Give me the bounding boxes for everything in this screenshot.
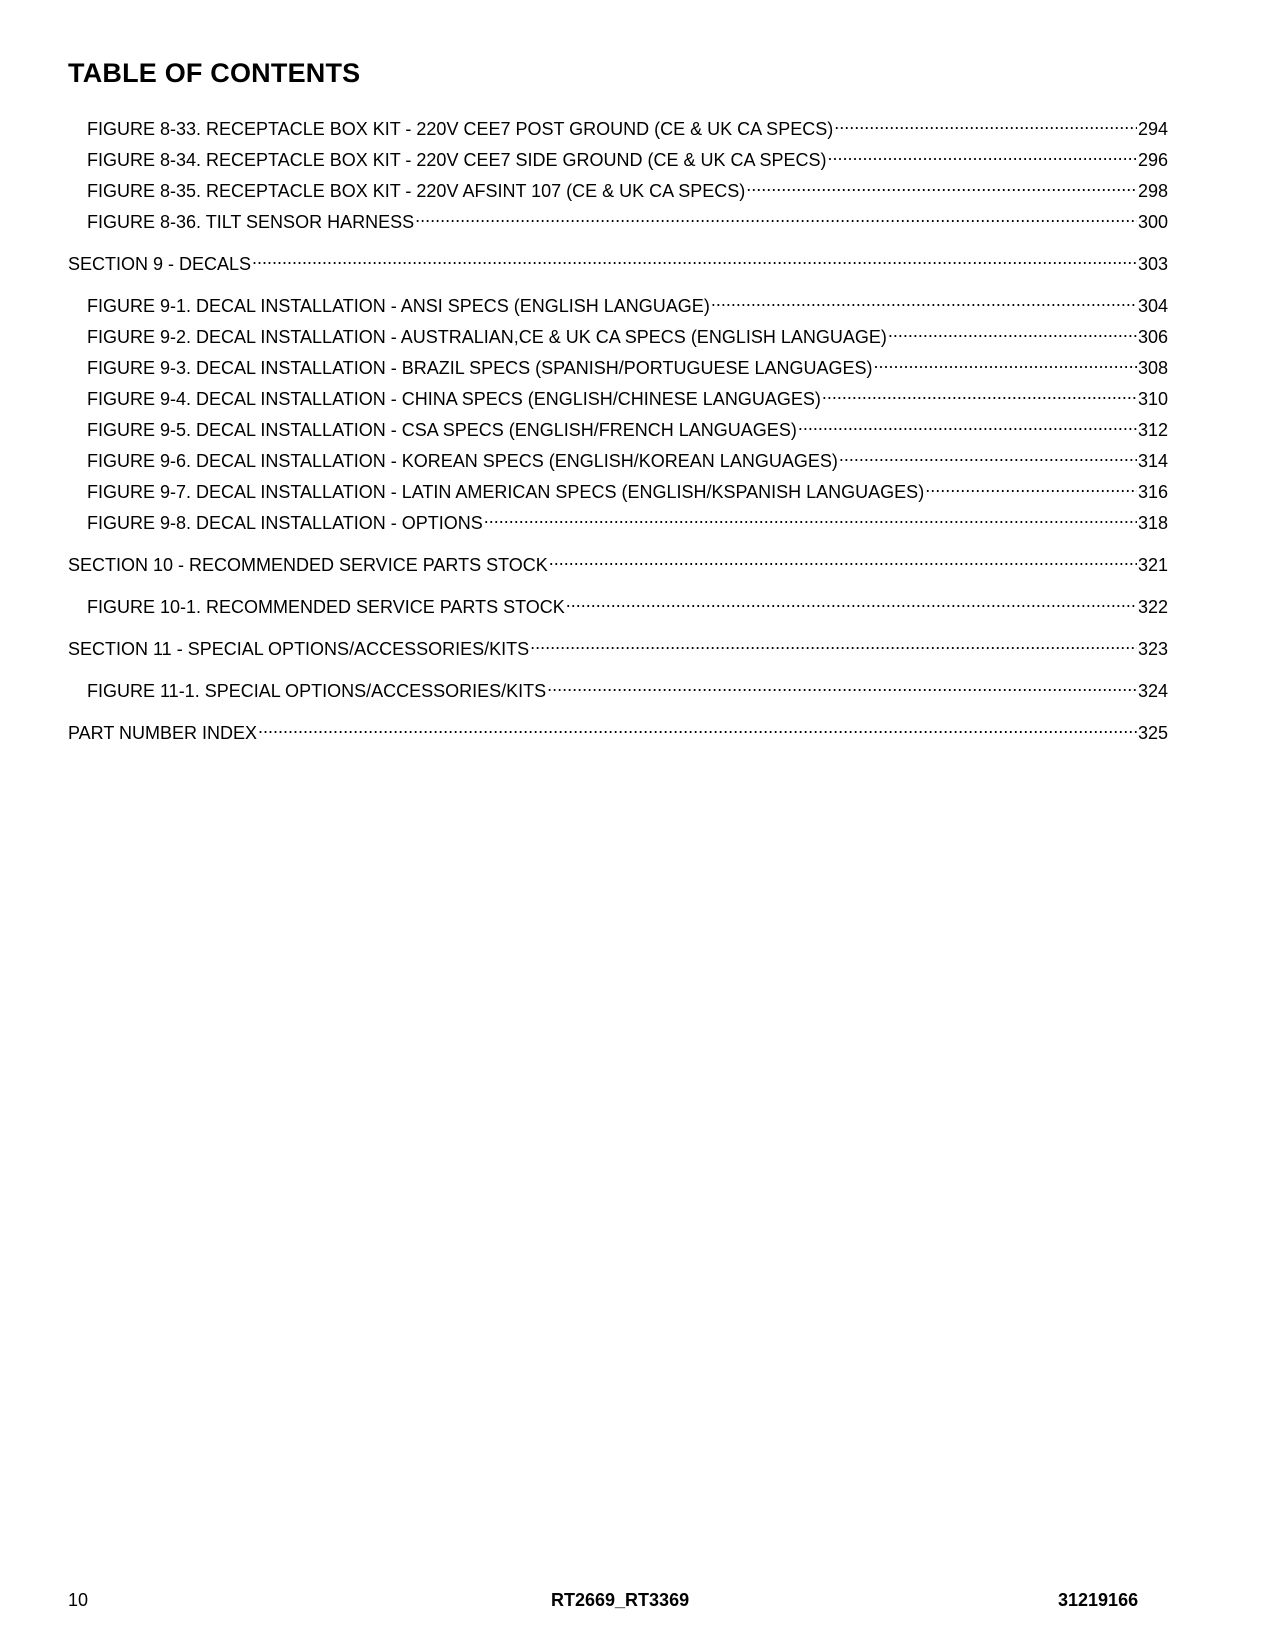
toc-entry[interactable] (87, 204, 1168, 232)
dot-leader (925, 474, 1137, 498)
toc-entry-label: FIGURE 8-34. RECEPTACLE BOX KIT - 220V CEE7 SIDE GROUND (CE & UK CA SPECS) (87, 150, 827, 170)
toc-entry-page: 306 (1137, 327, 1168, 347)
toc-entry[interactable] (87, 173, 1168, 201)
toc-entry-page: 310 (1137, 389, 1168, 409)
dot-leader (549, 547, 1137, 571)
toc-entry[interactable] (87, 443, 1168, 471)
toc-entry[interactable] (87, 288, 1168, 316)
toc-entry[interactable] (87, 673, 1168, 701)
dot-leader (874, 350, 1137, 374)
toc-entry-label: FIGURE 8-33. RECEPTACLE BOX KIT - 220V CEE7 POST GROUND (CE & UK CA SPECS) (87, 119, 834, 139)
toc-section[interactable] (68, 631, 1168, 659)
toc-entry-label: FIGURE 9-7. DECAL INSTALLATION - LATIN AMERICAN SPECS (ENGLISH/KSPANISH LANGUAGES) (87, 482, 925, 502)
toc-section[interactable] (68, 547, 1168, 575)
toc-section[interactable] (68, 715, 1168, 743)
toc-entry-page: 308 (1137, 358, 1168, 378)
toc-entry-page: 316 (1137, 482, 1168, 502)
toc-section-label: SECTION 10 - RECOMMENDED SERVICE PARTS STOCK (68, 555, 548, 575)
toc-entry-page: 300 (1137, 212, 1168, 232)
toc-entry[interactable] (87, 589, 1168, 617)
toc-section-page: 321 (1137, 555, 1168, 575)
footer-doc-number: 31219166 (1058, 1590, 1139, 1610)
toc-entry-label: FIGURE 9-8. DECAL INSTALLATION - OPTIONS (87, 513, 483, 533)
toc-entry-page: 298 (1137, 181, 1168, 201)
toc-entry[interactable] (87, 350, 1168, 378)
dot-leader (746, 173, 1137, 197)
toc-entry-page: 322 (1137, 597, 1168, 617)
toc-section-label: PART NUMBER INDEX (68, 723, 258, 743)
toc-entry[interactable] (87, 381, 1168, 409)
toc-entry[interactable] (87, 142, 1168, 170)
dot-leader (252, 246, 1137, 270)
toc-entry-page: 318 (1137, 513, 1168, 533)
dot-leader (547, 673, 1137, 697)
toc-section-page: 303 (1137, 254, 1168, 274)
toc-entry-page: 324 (1137, 681, 1168, 701)
toc-entry[interactable] (87, 412, 1168, 440)
dot-leader (822, 381, 1137, 405)
toc-entry-label: FIGURE 9-4. DECAL INSTALLATION - CHINA SPECS (ENGLISH/CHINESE LANGUAGES) (87, 389, 821, 409)
toc-entry-page: 294 (1137, 119, 1168, 139)
toc-section-label: SECTION 9 - DECALS (68, 254, 252, 274)
dot-leader (798, 412, 1137, 436)
dot-leader (834, 111, 1137, 135)
toc-section-label: SECTION 11 - SPECIAL OPTIONS/ACCESSORIES/KITS (68, 639, 530, 659)
toc-entry-label: FIGURE 9-5. DECAL INSTALLATION - CSA SPECS (ENGLISH/FRENCH LANGUAGES) (87, 420, 797, 440)
dot-leader (484, 505, 1137, 529)
footer-model: RT2669_RT3369 (551, 1590, 690, 1610)
toc-entry-page: 312 (1137, 420, 1168, 440)
toc-entry-label: FIGURE 9-3. DECAL INSTALLATION - BRAZIL SPECS (SPANISH/PORTUGUESE LANGUAGES) (87, 358, 873, 378)
dot-leader (258, 715, 1137, 739)
toc-entry-page: 304 (1137, 296, 1168, 316)
dot-leader (888, 319, 1137, 343)
toc-entry-label: FIGURE 10-1. RECOMMENDED SERVICE PARTS STOCK (87, 597, 565, 617)
dot-leader (839, 443, 1137, 467)
page-title: TABLE OF CONTENTS (68, 58, 361, 88)
dot-leader (711, 288, 1137, 312)
toc-section[interactable] (68, 246, 1168, 274)
toc-entry[interactable] (87, 111, 1168, 139)
dot-leader (415, 204, 1137, 228)
toc-section-page: 325 (1137, 723, 1168, 743)
toc-entry[interactable] (87, 319, 1168, 347)
toc-entry-page: 314 (1137, 451, 1168, 471)
toc-entry-page: 296 (1137, 150, 1168, 170)
toc-entry-label: FIGURE 8-36. TILT SENSOR HARNESS (87, 212, 415, 232)
dot-leader (828, 142, 1137, 166)
toc-entry[interactable] (87, 474, 1168, 502)
dot-leader (530, 631, 1137, 655)
toc-entry-label: FIGURE 9-1. DECAL INSTALLATION - ANSI SPECS (ENGLISH LANGUAGE) (87, 296, 710, 316)
toc-entry[interactable] (87, 505, 1168, 533)
toc-entry-label: FIGURE 8-35. RECEPTACLE BOX KIT - 220V AFSINT 107 (CE & UK CA SPECS) (87, 181, 746, 201)
toc-entry-label: FIGURE 9-2. DECAL INSTALLATION - AUSTRALIAN,CE & UK CA SPECS (ENGLISH LANGUAGE) (87, 327, 887, 347)
dot-leader (566, 589, 1137, 613)
toc-entry-label: FIGURE 11-1. SPECIAL OPTIONS/ACCESSORIES/KITS (87, 681, 547, 701)
toc-entry-label: FIGURE 9-6. DECAL INSTALLATION - KOREAN SPECS (ENGLISH/KOREAN LANGUAGES) (87, 451, 838, 471)
toc-section-page: 323 (1137, 639, 1168, 659)
footer-page-number: 10 (68, 1590, 89, 1610)
